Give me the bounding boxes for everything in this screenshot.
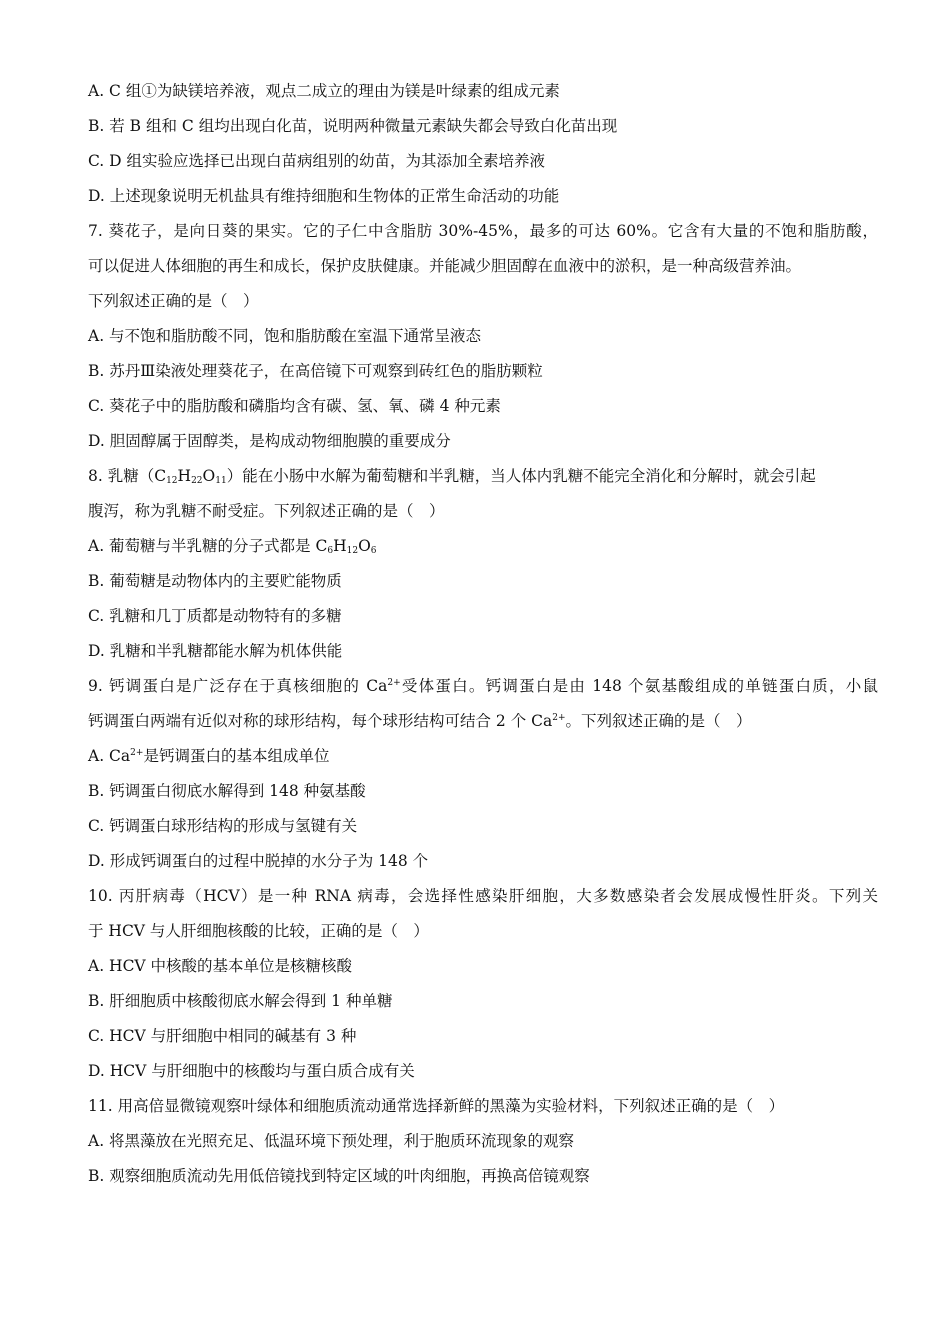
q9-stem2-post: 。下列叙述正确的是（ ） (565, 712, 752, 730)
q8-a-sub-h: 12 (346, 546, 359, 556)
q8-option-b: B. 葡萄糖是动物体内的主要贮能物质 (88, 572, 342, 590)
q7-stem-line-1: 7. 葵花子，是向日葵的果实。它的子仁中含脂肪 30%-45%，最多的可达 60%。它含有大量的不饱和脂肪酸， (88, 222, 878, 240)
q8-option-c: C. 乳糖和几丁质都是动物特有的多糖 (88, 607, 342, 625)
q8-stem-line-1 (88, 459, 878, 494)
q6-option-d: D. 上述现象说明无机盐具有维持细胞和生物体的正常生命活动的功能 (88, 187, 560, 205)
q10-option-b: B. 肝细胞质中核酸彻底水解会得到 1 种单糖 (88, 992, 393, 1010)
q8-a-o: O (358, 537, 371, 555)
q7-option-b: B. 苏丹Ⅲ染液处理葵花子，在高倍镜下可观察到砖红色的脂肪颗粒 (88, 362, 543, 380)
q10-option-c: C. HCV 与肝细胞中相同的碱基有 3 种 (88, 1027, 357, 1045)
q9-ca-charge-2: 2+ (552, 713, 566, 723)
q7-option-d: D. 胆固醇属于固醇类，是构成动物细胞膜的重要成分 (88, 432, 451, 450)
q11-stem-line-1: 11. 用高倍显微镜观察叶绿体和细胞质流动通常选择新鲜的黑藻为实验材料，下列叙述正确的是（ ） (88, 1097, 785, 1115)
q8-formula-h: H (177, 467, 192, 485)
q9-option-a-charge: 2+ (130, 748, 144, 758)
q7-option-a: A. 与不饱和脂肪酸不同，饱和脂肪酸在室温下通常呈液态 (88, 327, 482, 345)
q9-stem-pre: 9. 钙调蛋白是广泛存在于真核细胞的 Ca (88, 677, 388, 695)
q7-stem-line-2: 可以促进人体细胞的再生和成长，保护皮肤健康。并能减少胆固醇在血液中的淤积，是一种高级营养油。 (88, 257, 802, 275)
q8-stem-pre: 8. 乳糖（C (88, 467, 167, 485)
q9-option-a (88, 739, 878, 774)
exam-page (88, 74, 878, 1194)
q9-option-a-pre: A. Ca (88, 747, 131, 765)
q10-stem-line-2: 于 HCV 与人肝细胞核酸的比较，正确的是（ ） (88, 922, 429, 940)
q6-option-b: B. 若 B 组和 C 组均出现白化苗，说明两种微量元素缺失都会导致白化苗出现 (88, 117, 618, 135)
q6-option-a: A. C 组①为缺镁培养液，观点二成立的理由为镁是叶绿素的组成元素 (88, 82, 560, 100)
q8-formula-sub-o: 11 (215, 476, 227, 486)
q9-option-c: C. 钙调蛋白球形结构的形成与氢键有关 (88, 817, 358, 835)
q8-stem-line-2: 腹泻，称为乳糖不耐受症。下列叙述正确的是（ ） (88, 502, 445, 520)
q8-a-sub-c: 6 (327, 546, 334, 556)
q9-option-d: D. 形成钙调蛋白的过程中脱掉的水分子为 148 个 (88, 852, 429, 870)
q9-ca-charge-1: 2+ (387, 678, 401, 688)
q9-stem-post: 受体蛋白。钙调蛋白是由 148 个氨基酸组成的单链蛋白质，小鼠 (400, 677, 878, 695)
q8-a-h: H (333, 537, 347, 555)
q8-formula-sub-h: 22 (191, 476, 203, 486)
q6-option-c: C. D 组实验应选择已出现白苗病组别的幼苗，为其添加全素培养液 (88, 152, 546, 170)
q10-option-d: D. HCV 与肝细胞中的核酸均与蛋白质合成有关 (88, 1062, 415, 1080)
q8-stem-post: ）能在小肠中水解为葡萄糖和半乳糖，当人体内乳糖不能完全消化和分解时，就会引起 (226, 467, 816, 485)
q9-option-a-post: 是钙调蛋白的基本组成单位 (143, 747, 330, 765)
q9-stem-line-2 (88, 704, 878, 739)
q8-a-sub-o: 6 (370, 546, 377, 556)
q7-option-c: C. 葵花子中的脂肪酸和磷脂均含有碳、氢、氧、磷 4 种元素 (88, 397, 501, 415)
q9-stem2-pre: 钙调蛋白两端有近似对称的球形结构，每个球形结构可结合 2 个 Ca (88, 712, 553, 730)
q8-formula-sub-c: 12 (166, 476, 178, 486)
q10-option-a: A. HCV 中核酸的基本单位是核糖核酸 (88, 957, 353, 975)
q7-stem-line-3: 下列叙述正确的是（ ） (88, 292, 259, 310)
q11-option-a: A. 将黑藻放在光照充足、低温环境下预处理，利于胞质环流现象的观察 (88, 1132, 575, 1150)
q11-option-b: B. 观察细胞质流动先用低倍镜找到特定区域的叶肉细胞，再换高倍镜观察 (88, 1167, 590, 1185)
q8-formula-o: O (202, 467, 216, 485)
q8-option-a-text: A. 葡萄糖与半乳糖的分子式都是 C (88, 537, 328, 555)
q10-stem-line-1: 10. 丙肝病毒（HCV）是一种 RNA 病毒，会选择性感染肝细胞，大多数感染者会发展成慢性肝炎。下列关 (88, 887, 878, 905)
q8-option-d: D. 乳糖和半乳糖都能水解为机体供能 (88, 642, 343, 660)
q9-option-b: B. 钙调蛋白彻底水解得到 148 种氨基酸 (88, 782, 366, 800)
q9-stem-line-1 (88, 669, 878, 704)
q8-option-a (88, 529, 878, 564)
